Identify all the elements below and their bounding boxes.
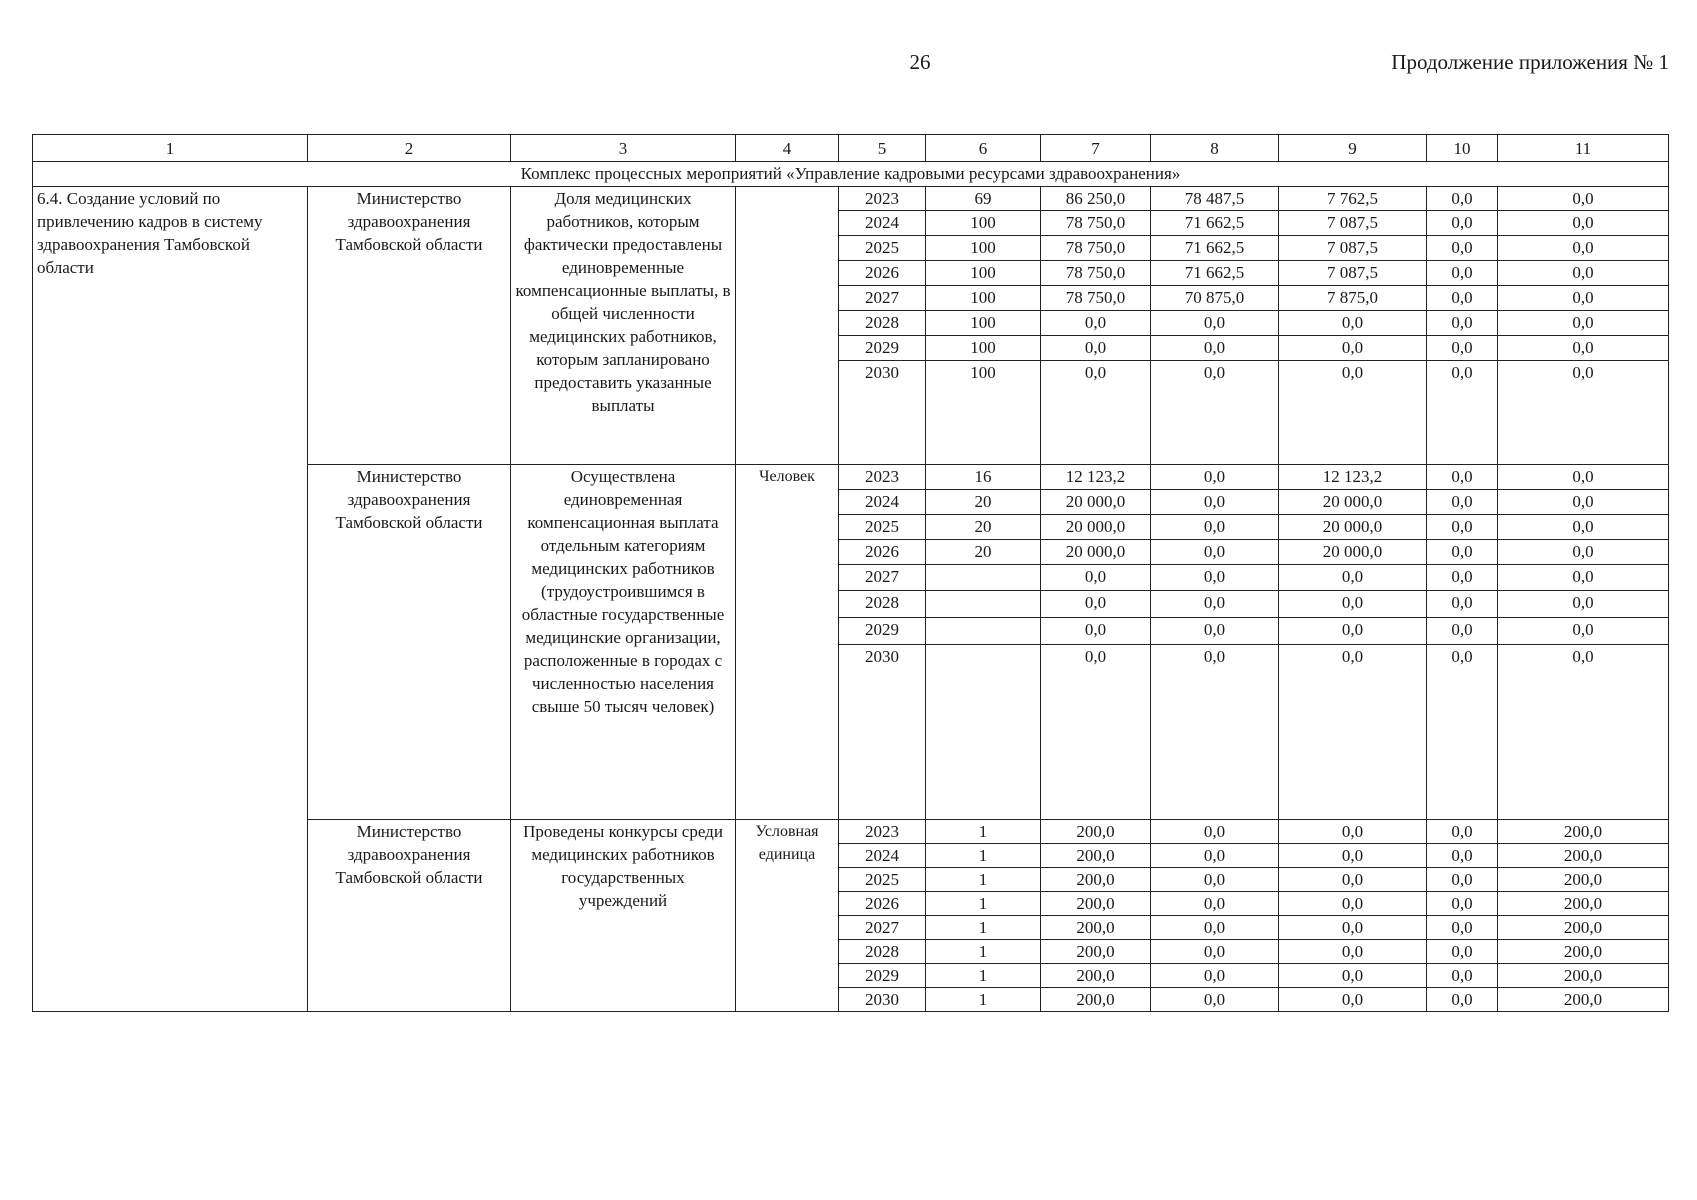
municipal-funding-cell: 0,0 <box>1427 236 1498 261</box>
federal-funding-cell: 78 487,5 <box>1151 187 1279 211</box>
column-header: 6 <box>926 135 1041 162</box>
document-sheet <box>32 134 1668 1012</box>
regional-funding-cell: 0,0 <box>1279 844 1427 868</box>
target-value-cell: 100 <box>926 311 1041 336</box>
regional-funding-cell: 20 000,0 <box>1279 490 1427 515</box>
municipal-funding-cell: 0,0 <box>1427 465 1498 490</box>
unit-cell <box>736 187 839 465</box>
column-header: 11 <box>1498 135 1669 162</box>
federal-funding-cell: 0,0 <box>1151 868 1279 892</box>
year-cell: 2026 <box>839 261 926 286</box>
executor-cell: Министерство здравоохранения Тамбовской области <box>308 820 511 1012</box>
municipal-funding-cell: 0,0 <box>1427 311 1498 336</box>
regional-funding-cell: 0,0 <box>1279 988 1427 1012</box>
target-value-cell: 20 <box>926 540 1041 565</box>
federal-funding-cell: 0,0 <box>1151 844 1279 868</box>
federal-funding-cell: 0,0 <box>1151 540 1279 565</box>
municipal-funding-cell: 0,0 <box>1427 591 1498 618</box>
year-cell: 2027 <box>839 916 926 940</box>
municipal-funding-cell: 0,0 <box>1427 868 1498 892</box>
total-funding-cell: 20 000,0 <box>1041 490 1151 515</box>
federal-funding-cell: 0,0 <box>1151 618 1279 645</box>
target-value-cell: 1 <box>926 964 1041 988</box>
total-funding-cell: 200,0 <box>1041 868 1151 892</box>
column-header: 3 <box>511 135 736 162</box>
total-funding-cell: 86 250,0 <box>1041 187 1151 211</box>
federal-funding-cell: 71 662,5 <box>1151 236 1279 261</box>
federal-funding-cell: 0,0 <box>1151 645 1279 820</box>
extrabudgetary-funding-cell: 0,0 <box>1498 286 1669 311</box>
target-value-cell: 1 <box>926 940 1041 964</box>
regional-funding-cell: 0,0 <box>1279 361 1427 465</box>
extrabudgetary-funding-cell: 200,0 <box>1498 964 1669 988</box>
regional-funding-cell: 12 123,2 <box>1279 465 1427 490</box>
total-funding-cell: 78 750,0 <box>1041 286 1151 311</box>
year-cell: 2027 <box>839 286 926 311</box>
regional-funding-cell: 0,0 <box>1279 336 1427 361</box>
year-cell: 2024 <box>839 844 926 868</box>
regional-funding-cell: 0,0 <box>1279 645 1427 820</box>
municipal-funding-cell: 0,0 <box>1427 916 1498 940</box>
federal-funding-cell: 0,0 <box>1151 490 1279 515</box>
total-funding-cell: 200,0 <box>1041 916 1151 940</box>
extrabudgetary-funding-cell: 200,0 <box>1498 988 1669 1012</box>
extrabudgetary-funding-cell: 0,0 <box>1498 591 1669 618</box>
federal-funding-cell: 0,0 <box>1151 892 1279 916</box>
year-cell: 2023 <box>839 187 926 211</box>
extrabudgetary-funding-cell: 0,0 <box>1498 645 1669 820</box>
total-funding-cell: 78 750,0 <box>1041 236 1151 261</box>
target-value-cell: 1 <box>926 844 1041 868</box>
regional-funding-cell: 0,0 <box>1279 820 1427 844</box>
column-header-row <box>33 135 1669 162</box>
measure-name-cell: 6.4. Создание условий по привлечению кадров в систему здравоохранения Тамбовской области <box>33 187 308 1012</box>
target-value-cell: 16 <box>926 465 1041 490</box>
regional-funding-cell: 20 000,0 <box>1279 515 1427 540</box>
municipal-funding-cell: 0,0 <box>1427 286 1498 311</box>
municipal-funding-cell: 0,0 <box>1427 336 1498 361</box>
year-cell: 2023 <box>839 820 926 844</box>
extrabudgetary-funding-cell: 0,0 <box>1498 211 1669 236</box>
target-value-cell <box>926 591 1041 618</box>
federal-funding-cell: 0,0 <box>1151 964 1279 988</box>
column-header: 10 <box>1427 135 1498 162</box>
extrabudgetary-funding-cell: 0,0 <box>1498 490 1669 515</box>
municipal-funding-cell: 0,0 <box>1427 211 1498 236</box>
unit-cell: Человек <box>736 465 839 820</box>
federal-funding-cell: 0,0 <box>1151 591 1279 618</box>
regional-funding-cell: 20 000,0 <box>1279 540 1427 565</box>
year-cell: 2030 <box>839 988 926 1012</box>
extrabudgetary-funding-cell: 0,0 <box>1498 361 1669 465</box>
year-cell: 2028 <box>839 311 926 336</box>
extrabudgetary-funding-cell: 0,0 <box>1498 540 1669 565</box>
year-cell: 2027 <box>839 565 926 591</box>
column-header: 2 <box>308 135 511 162</box>
regional-funding-cell: 0,0 <box>1279 964 1427 988</box>
year-cell: 2023 <box>839 465 926 490</box>
total-funding-cell: 78 750,0 <box>1041 211 1151 236</box>
regional-funding-cell: 7 087,5 <box>1279 261 1427 286</box>
municipal-funding-cell: 0,0 <box>1427 187 1498 211</box>
column-header: 9 <box>1279 135 1427 162</box>
federal-funding-cell: 0,0 <box>1151 515 1279 540</box>
year-cell: 2029 <box>839 618 926 645</box>
target-value-cell: 100 <box>926 211 1041 236</box>
year-cell: 2025 <box>839 515 926 540</box>
target-value-cell: 100 <box>926 261 1041 286</box>
appendix-continuation-label: Продолжение приложения № 1 <box>1391 50 1669 74</box>
target-value-cell: 100 <box>926 336 1041 361</box>
federal-funding-cell: 0,0 <box>1151 820 1279 844</box>
municipal-funding-cell: 0,0 <box>1427 490 1498 515</box>
year-cell: 2025 <box>839 868 926 892</box>
regional-funding-cell: 7 087,5 <box>1279 236 1427 261</box>
extrabudgetary-funding-cell: 0,0 <box>1498 618 1669 645</box>
year-cell: 2025 <box>839 236 926 261</box>
unit-cell: Условная единица <box>736 820 839 1012</box>
table-row <box>33 187 1669 211</box>
federal-funding-cell: 0,0 <box>1151 940 1279 964</box>
target-value-cell: 1 <box>926 868 1041 892</box>
regional-funding-cell: 0,0 <box>1279 916 1427 940</box>
column-header: 1 <box>33 135 308 162</box>
total-funding-cell: 20 000,0 <box>1041 540 1151 565</box>
extrabudgetary-funding-cell: 200,0 <box>1498 820 1669 844</box>
target-value-cell: 100 <box>926 236 1041 261</box>
target-value-cell: 1 <box>926 988 1041 1012</box>
municipal-funding-cell: 0,0 <box>1427 618 1498 645</box>
year-cell: 2024 <box>839 490 926 515</box>
total-funding-cell: 12 123,2 <box>1041 465 1151 490</box>
total-funding-cell: 200,0 <box>1041 988 1151 1012</box>
target-value-cell: 69 <box>926 187 1041 211</box>
total-funding-cell: 0,0 <box>1041 336 1151 361</box>
measures-table <box>32 134 1669 1012</box>
target-value-cell: 20 <box>926 515 1041 540</box>
municipal-funding-cell: 0,0 <box>1427 844 1498 868</box>
target-value-cell: 1 <box>926 820 1041 844</box>
table-body <box>33 135 1669 1012</box>
total-funding-cell: 0,0 <box>1041 591 1151 618</box>
extrabudgetary-funding-cell: 0,0 <box>1498 187 1669 211</box>
extrabudgetary-funding-cell: 0,0 <box>1498 261 1669 286</box>
extrabudgetary-funding-cell: 0,0 <box>1498 236 1669 261</box>
federal-funding-cell: 0,0 <box>1151 311 1279 336</box>
indicator-cell: Проведены конкурсы среди медицинских работников государственных учреждений <box>511 820 736 1012</box>
total-funding-cell: 0,0 <box>1041 565 1151 591</box>
year-cell: 2026 <box>839 540 926 565</box>
column-header: 7 <box>1041 135 1151 162</box>
extrabudgetary-funding-cell: 200,0 <box>1498 868 1669 892</box>
year-cell: 2028 <box>839 591 926 618</box>
federal-funding-cell: 71 662,5 <box>1151 261 1279 286</box>
target-value-cell: 1 <box>926 892 1041 916</box>
extrabudgetary-funding-cell: 0,0 <box>1498 565 1669 591</box>
indicator-cell: Доля медицинских работников, которым фактически предоставлены единовременные компенсационные выплаты, в общей численности медицинских работников, которым запланировано предоставить указанные выплаты <box>511 187 736 465</box>
extrabudgetary-funding-cell: 0,0 <box>1498 515 1669 540</box>
total-funding-cell: 200,0 <box>1041 844 1151 868</box>
municipal-funding-cell: 0,0 <box>1427 515 1498 540</box>
federal-funding-cell: 0,0 <box>1151 988 1279 1012</box>
total-funding-cell: 200,0 <box>1041 892 1151 916</box>
regional-funding-cell: 0,0 <box>1279 618 1427 645</box>
column-header: 5 <box>839 135 926 162</box>
target-value-cell <box>926 645 1041 820</box>
executor-cell: Министерство здравоохранения Тамбовской области <box>308 465 511 820</box>
regional-funding-cell: 0,0 <box>1279 565 1427 591</box>
total-funding-cell: 0,0 <box>1041 645 1151 820</box>
year-cell: 2028 <box>839 940 926 964</box>
regional-funding-cell: 0,0 <box>1279 892 1427 916</box>
target-value-cell <box>926 565 1041 591</box>
federal-funding-cell: 71 662,5 <box>1151 211 1279 236</box>
regional-funding-cell: 0,0 <box>1279 311 1427 336</box>
total-funding-cell: 78 750,0 <box>1041 261 1151 286</box>
column-header: 8 <box>1151 135 1279 162</box>
total-funding-cell: 0,0 <box>1041 311 1151 336</box>
target-value-cell: 20 <box>926 490 1041 515</box>
regional-funding-cell: 0,0 <box>1279 591 1427 618</box>
target-value-cell: 100 <box>926 361 1041 465</box>
municipal-funding-cell: 0,0 <box>1427 565 1498 591</box>
federal-funding-cell: 0,0 <box>1151 565 1279 591</box>
federal-funding-cell: 0,0 <box>1151 336 1279 361</box>
municipal-funding-cell: 0,0 <box>1427 540 1498 565</box>
total-funding-cell: 200,0 <box>1041 940 1151 964</box>
regional-funding-cell: 7 762,5 <box>1279 187 1427 211</box>
total-funding-cell: 20 000,0 <box>1041 515 1151 540</box>
target-value-cell: 1 <box>926 916 1041 940</box>
federal-funding-cell: 0,0 <box>1151 916 1279 940</box>
extrabudgetary-funding-cell: 200,0 <box>1498 940 1669 964</box>
extrabudgetary-funding-cell: 200,0 <box>1498 916 1669 940</box>
extrabudgetary-funding-cell: 200,0 <box>1498 844 1669 868</box>
year-cell: 2029 <box>839 964 926 988</box>
section-title: Комплекс процессных мероприятий «Управление кадровыми ресурсами здравоохранения» <box>33 162 1669 187</box>
federal-funding-cell: 0,0 <box>1151 465 1279 490</box>
municipal-funding-cell: 0,0 <box>1427 361 1498 465</box>
year-cell: 2030 <box>839 645 926 820</box>
extrabudgetary-funding-cell: 200,0 <box>1498 892 1669 916</box>
regional-funding-cell: 7 875,0 <box>1279 286 1427 311</box>
regional-funding-cell: 0,0 <box>1279 940 1427 964</box>
municipal-funding-cell: 0,0 <box>1427 261 1498 286</box>
municipal-funding-cell: 0,0 <box>1427 964 1498 988</box>
total-funding-cell: 0,0 <box>1041 361 1151 465</box>
target-value-cell: 100 <box>926 286 1041 311</box>
year-cell: 2029 <box>839 336 926 361</box>
year-cell: 2026 <box>839 892 926 916</box>
target-value-cell <box>926 618 1041 645</box>
indicator-cell: Осуществлена единовременная компенсационная выплата отдельным категориям медицинских работников (трудоустроившимся в областные государственные медицинские организации, расположенные в городах с численностью населения свыше 50 тысяч человек) <box>511 465 736 820</box>
column-header: 4 <box>736 135 839 162</box>
year-cell: 2024 <box>839 211 926 236</box>
section-title-row <box>33 162 1669 187</box>
federal-funding-cell: 70 875,0 <box>1151 286 1279 311</box>
municipal-funding-cell: 0,0 <box>1427 892 1498 916</box>
federal-funding-cell: 0,0 <box>1151 361 1279 465</box>
extrabudgetary-funding-cell: 0,0 <box>1498 465 1669 490</box>
extrabudgetary-funding-cell: 0,0 <box>1498 336 1669 361</box>
municipal-funding-cell: 0,0 <box>1427 988 1498 1012</box>
executor-cell: Министерство здравоохранения Тамбовской области <box>308 187 511 465</box>
municipal-funding-cell: 0,0 <box>1427 645 1498 820</box>
municipal-funding-cell: 0,0 <box>1427 940 1498 964</box>
regional-funding-cell: 0,0 <box>1279 868 1427 892</box>
total-funding-cell: 200,0 <box>1041 820 1151 844</box>
total-funding-cell: 200,0 <box>1041 964 1151 988</box>
municipal-funding-cell: 0,0 <box>1427 820 1498 844</box>
regional-funding-cell: 7 087,5 <box>1279 211 1427 236</box>
year-cell: 2030 <box>839 361 926 465</box>
extrabudgetary-funding-cell: 0,0 <box>1498 311 1669 336</box>
total-funding-cell: 0,0 <box>1041 618 1151 645</box>
page-number: 26 <box>909 50 931 74</box>
